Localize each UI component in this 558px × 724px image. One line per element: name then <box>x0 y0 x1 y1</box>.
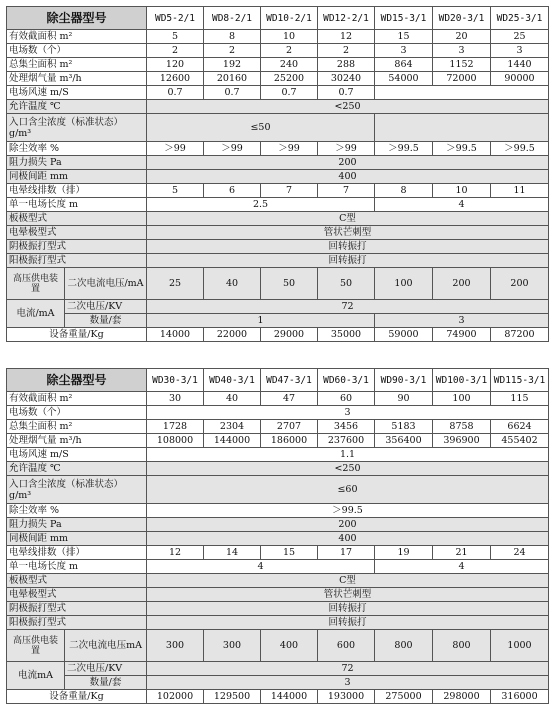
row-label: 同极间距 mm <box>7 170 147 184</box>
cell: 管状芒刺型 <box>147 226 549 240</box>
row-label: 允许温度 ℃ <box>7 100 147 114</box>
cell: 35000 <box>318 328 375 342</box>
model-cell: WD12-2/1 <box>318 7 375 30</box>
cell: 400 <box>147 532 549 546</box>
cell: 200 <box>491 268 549 300</box>
cell: 19 <box>375 546 433 560</box>
cell: ＞99.5 <box>491 142 549 156</box>
cell: 455402 <box>491 434 549 448</box>
row-label: 处理烟气量 m³/h <box>7 72 147 86</box>
cell: 4 <box>375 198 549 212</box>
cell: 回转振打 <box>147 254 549 268</box>
row-label: 电场风速 m/S <box>7 448 147 462</box>
table-row <box>7 560 549 574</box>
cell: 12 <box>147 546 204 560</box>
cell: 129500 <box>204 690 261 704</box>
spec-table-2 <box>6 368 549 704</box>
cell: 2.5 <box>147 198 375 212</box>
table-row <box>7 392 549 406</box>
row-label: 板极型式 <box>7 574 147 588</box>
table-row <box>7 328 549 342</box>
row-label: 除尘效率 % <box>7 142 147 156</box>
cell: 4 <box>147 560 375 574</box>
cell: 2304 <box>204 420 261 434</box>
cell: 356400 <box>375 434 433 448</box>
cell: 25 <box>491 30 549 44</box>
table-row <box>7 676 549 690</box>
cell: 1 <box>147 314 375 328</box>
row-label: 总集尘面积 m² <box>7 420 147 434</box>
cell: 15 <box>375 30 433 44</box>
cell: 186000 <box>261 434 318 448</box>
cell: 14 <box>204 546 261 560</box>
model-cell: WD20-3/1 <box>433 7 491 30</box>
row-label: 电晕线排数（排） <box>7 184 147 198</box>
cell: 193000 <box>318 690 375 704</box>
cell: 3456 <box>318 420 375 434</box>
cell: 22000 <box>204 328 261 342</box>
cell: 1728 <box>147 420 204 434</box>
cell: 40 <box>204 268 261 300</box>
cell: 15 <box>261 546 318 560</box>
cell: 3 <box>375 314 549 328</box>
cell: 25200 <box>261 72 318 86</box>
cell: 87200 <box>491 328 549 342</box>
sub-label: 二次电压/KV <box>65 300 147 314</box>
cell: 72 <box>147 662 549 676</box>
table-row <box>7 462 549 476</box>
cell: 400 <box>147 170 549 184</box>
cell: 2 <box>318 44 375 58</box>
cell: 50 <box>318 268 375 300</box>
cell: 2 <box>204 44 261 58</box>
cell: 0.7 <box>204 86 261 100</box>
cell: 90 <box>375 392 433 406</box>
model-header: 除尘器型号 <box>7 369 147 392</box>
cell: 30240 <box>318 72 375 86</box>
cell: 59000 <box>375 328 433 342</box>
cell <box>375 114 549 142</box>
cell: 50 <box>261 268 318 300</box>
cell: 102000 <box>147 690 204 704</box>
table-row <box>7 476 549 504</box>
row-label: 有效截面积 m² <box>7 30 147 44</box>
table-row <box>7 532 549 546</box>
cell: 192 <box>204 58 261 72</box>
row-label: 高压供电装置 <box>7 268 65 300</box>
row-label: 设备重量/Kg <box>7 690 147 704</box>
cell: 300 <box>147 630 204 662</box>
cell: 72000 <box>433 72 491 86</box>
table-row <box>7 434 549 448</box>
row-label: 除尘效率 % <box>7 504 147 518</box>
model-cell: WD60-3/1 <box>318 369 375 392</box>
table-row <box>7 690 549 704</box>
cell: 24 <box>491 546 549 560</box>
row-label: 高压供电装置 <box>7 630 65 662</box>
cell: ＞99 <box>318 142 375 156</box>
table-row <box>7 448 549 462</box>
cell: 5 <box>147 30 204 44</box>
model-cell: WD15-3/1 <box>375 7 433 30</box>
cell: ≤50 <box>147 114 375 142</box>
table-row <box>7 662 549 676</box>
cell <box>375 86 549 100</box>
cell: 1152 <box>433 58 491 72</box>
cell: <250 <box>147 100 549 114</box>
row-label: 阻力损失 Pa <box>7 156 147 170</box>
cell: 1440 <box>491 58 549 72</box>
cell: ＞99.5 <box>147 504 549 518</box>
cell: 120 <box>147 58 204 72</box>
cell: 30 <box>147 392 204 406</box>
cell: 200 <box>433 268 491 300</box>
cell: 21 <box>433 546 491 560</box>
cell: 74900 <box>433 328 491 342</box>
cell: ＞99.5 <box>433 142 491 156</box>
table-row <box>7 588 549 602</box>
model-cell: WD5-2/1 <box>147 7 204 30</box>
row-label: 电晕极型式 <box>7 226 147 240</box>
cell: 288 <box>318 58 375 72</box>
cell: 8 <box>204 30 261 44</box>
row-label: 阴极振打型式 <box>7 240 147 254</box>
cell: 14000 <box>147 328 204 342</box>
cell: 2707 <box>261 420 318 434</box>
cell: 5 <box>147 184 204 198</box>
table-row <box>7 226 549 240</box>
cell: 100 <box>433 392 491 406</box>
table-row <box>7 420 549 434</box>
row-label: 电流mA <box>7 662 65 690</box>
table-row <box>7 72 549 86</box>
cell: 8 <box>375 184 433 198</box>
cell: 115 <box>491 392 549 406</box>
row-label: 总集尘面积 m² <box>7 58 147 72</box>
header-row <box>7 7 549 30</box>
cell: 54000 <box>375 72 433 86</box>
sub-label: 数量/套 <box>65 314 147 328</box>
cell: 3 <box>375 44 433 58</box>
row-label: 电晕极型式 <box>7 588 147 602</box>
table-row <box>7 58 549 72</box>
model-cell: WD25-3/1 <box>491 7 549 30</box>
cell: 3 <box>147 676 549 690</box>
cell: 800 <box>375 630 433 662</box>
table-row <box>7 30 549 44</box>
cell: 240 <box>261 58 318 72</box>
cell: C型 <box>147 212 549 226</box>
cell: 29000 <box>261 328 318 342</box>
cell: 1000 <box>491 630 549 662</box>
table-row <box>7 314 549 328</box>
cell: ≤60 <box>147 476 549 504</box>
table-row <box>7 630 549 662</box>
model-cell: WD30-3/1 <box>147 369 204 392</box>
cell: <250 <box>147 462 549 476</box>
cell: 25 <box>147 268 204 300</box>
cell: C型 <box>147 574 549 588</box>
row-label: 设备重量/Kg <box>7 328 147 342</box>
cell: 100 <box>375 268 433 300</box>
row-label: 允许温度 ℃ <box>7 462 147 476</box>
cell: 回转振打 <box>147 616 549 630</box>
table-row <box>7 114 549 142</box>
cell: 1.1 <box>147 448 549 462</box>
table-row <box>7 268 549 300</box>
row-label: 单一电场长度 m <box>7 198 147 212</box>
row-label: 电场数（个） <box>7 44 147 58</box>
table-row <box>7 254 549 268</box>
cell: 400 <box>261 630 318 662</box>
cell: 90000 <box>491 72 549 86</box>
table-row <box>7 300 549 314</box>
model-cell: WD10-2/1 <box>261 7 318 30</box>
cell: 200 <box>147 156 549 170</box>
cell: 300 <box>204 630 261 662</box>
row-label: 单一电场长度 m <box>7 560 147 574</box>
table-row <box>7 44 549 58</box>
row-label: 电场风速 m/S <box>7 86 147 100</box>
cell: 20 <box>433 30 491 44</box>
cell: 8758 <box>433 420 491 434</box>
row-label: 处理烟气量 m³/h <box>7 434 147 448</box>
cell: 275000 <box>375 690 433 704</box>
model-cell: WD40-3/1 <box>204 369 261 392</box>
model-header: 除尘器型号 <box>7 7 147 30</box>
cell: 47 <box>261 392 318 406</box>
cell: 316000 <box>491 690 549 704</box>
cell: 800 <box>433 630 491 662</box>
model-cell: WD115-3/1 <box>491 369 549 392</box>
cell: 2 <box>261 44 318 58</box>
cell: 10 <box>261 30 318 44</box>
sub-label: 二次电压/KV <box>65 662 147 676</box>
cell: ＞99.5 <box>375 142 433 156</box>
cell: 5183 <box>375 420 433 434</box>
model-cell: WD8-2/1 <box>204 7 261 30</box>
model-cell: WD47-3/1 <box>261 369 318 392</box>
cell: 0.7 <box>261 86 318 100</box>
cell: 0.7 <box>147 86 204 100</box>
table-row <box>7 142 549 156</box>
cell: 72 <box>147 300 549 314</box>
table-row <box>7 198 549 212</box>
spec-table-1 <box>6 6 549 342</box>
cell: 12600 <box>147 72 204 86</box>
cell: 3 <box>433 44 491 58</box>
cell: ＞99 <box>261 142 318 156</box>
cell: 0.7 <box>318 86 375 100</box>
sub-label: 二次电流电压mA <box>65 630 147 662</box>
row-label: 阻力损失 Pa <box>7 518 147 532</box>
table-row <box>7 574 549 588</box>
cell: 40 <box>204 392 261 406</box>
cell: 10 <box>433 184 491 198</box>
table-row <box>7 212 549 226</box>
cell: 144000 <box>204 434 261 448</box>
cell: 回转振打 <box>147 240 549 254</box>
sub-label: 二次电流电压/mA <box>65 268 147 300</box>
table-row <box>7 616 549 630</box>
cell: 11 <box>491 184 549 198</box>
row-label: 电流/mA <box>7 300 65 328</box>
cell: 6624 <box>491 420 549 434</box>
cell: 108000 <box>147 434 204 448</box>
cell: 7 <box>261 184 318 198</box>
cell: ＞99 <box>204 142 261 156</box>
cell: 4 <box>375 560 549 574</box>
cell: 7 <box>318 184 375 198</box>
model-cell: WD90-3/1 <box>375 369 433 392</box>
table-row <box>7 602 549 616</box>
cell: 12 <box>318 30 375 44</box>
row-label: 电场数（个） <box>7 406 147 420</box>
header-row <box>7 369 549 392</box>
table-row <box>7 100 549 114</box>
row-label: 阳极振打型式 <box>7 254 147 268</box>
table-row <box>7 170 549 184</box>
cell: 200 <box>147 518 549 532</box>
table-row <box>7 518 549 532</box>
table-row <box>7 156 549 170</box>
row-label: 有效截面积 m² <box>7 392 147 406</box>
cell: 864 <box>375 58 433 72</box>
row-label: 入口含尘浓度（标准状态）g/m³ <box>7 114 147 142</box>
row-label: 入口含尘浓度（标准状态）g/m³ <box>7 476 147 504</box>
cell: 3 <box>147 406 549 420</box>
table-row <box>7 240 549 254</box>
cell: 600 <box>318 630 375 662</box>
cell: 3 <box>491 44 549 58</box>
cell: 396900 <box>433 434 491 448</box>
cell: 17 <box>318 546 375 560</box>
cell: 144000 <box>261 690 318 704</box>
cell: 管状芒刺型 <box>147 588 549 602</box>
table-row <box>7 546 549 560</box>
table-row <box>7 504 549 518</box>
cell: 6 <box>204 184 261 198</box>
row-label: 阳极振打型式 <box>7 616 147 630</box>
table-row <box>7 406 549 420</box>
cell: 20160 <box>204 72 261 86</box>
cell: 2 <box>147 44 204 58</box>
model-cell: WD100-3/1 <box>433 369 491 392</box>
cell: 237600 <box>318 434 375 448</box>
row-label: 同极间距 mm <box>7 532 147 546</box>
table-row <box>7 184 549 198</box>
table-row <box>7 86 549 100</box>
row-label: 阴极振打型式 <box>7 602 147 616</box>
cell: 回转振打 <box>147 602 549 616</box>
row-label: 电晕线排数（排） <box>7 546 147 560</box>
cell: ＞99 <box>147 142 204 156</box>
cell: 298000 <box>433 690 491 704</box>
cell: 60 <box>318 392 375 406</box>
row-label: 板极型式 <box>7 212 147 226</box>
sub-label: 数量/套 <box>65 676 147 690</box>
